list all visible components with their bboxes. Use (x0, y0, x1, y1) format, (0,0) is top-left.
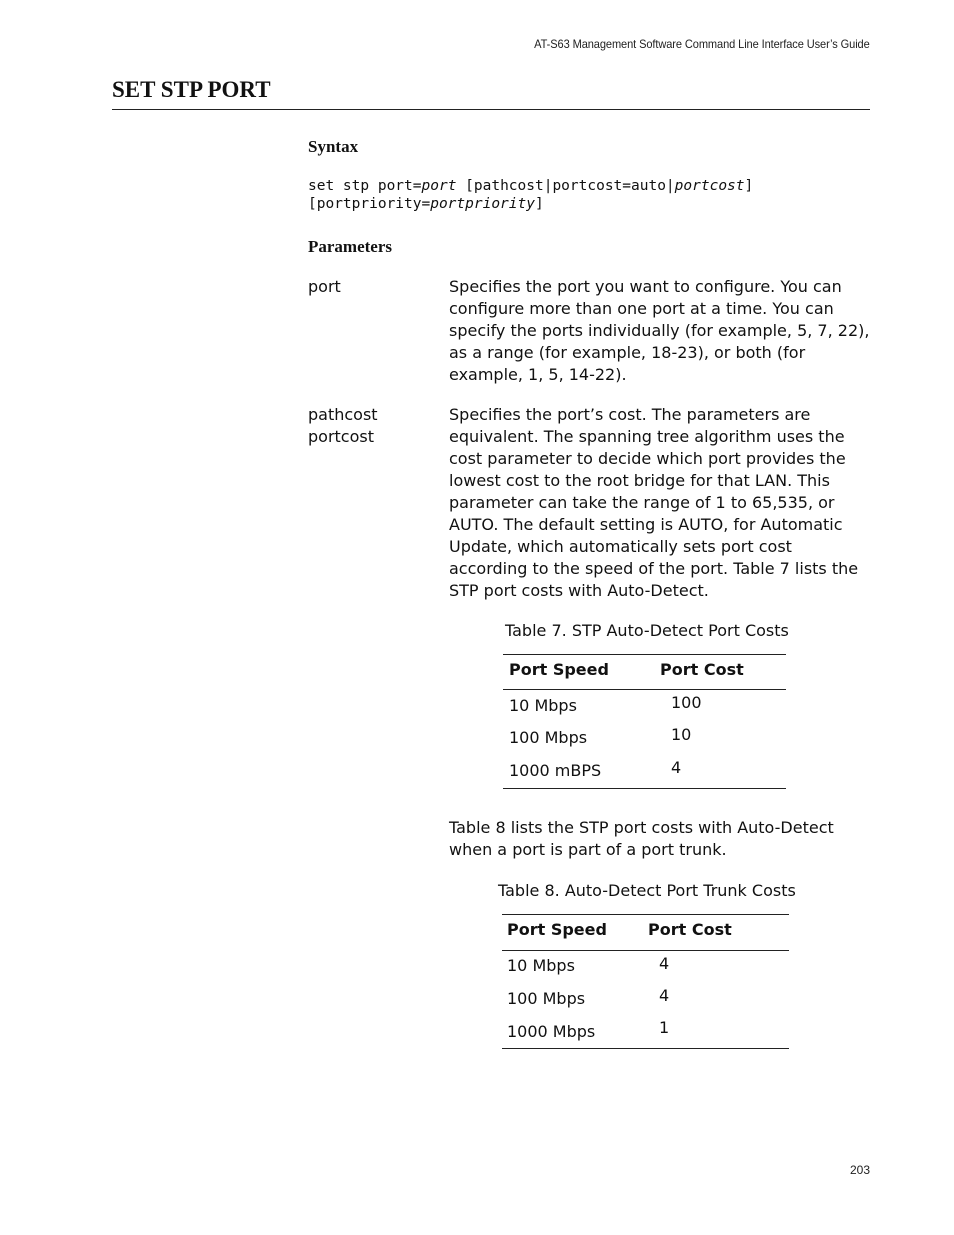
table7-cell: 1000 mBPS (509, 761, 602, 780)
syntax-var-portpriority: portpriority (430, 196, 535, 212)
page-title: SET STP PORT (112, 77, 271, 102)
table7-cell: 10 Mbps (509, 696, 577, 715)
syntax-text: ] (744, 178, 754, 194)
title-divider (112, 109, 870, 110)
table8-caption: Table 8. Auto-Detect Port Trunk Costs (498, 881, 796, 900)
table8-intro: Table 8 lists the STP port costs with Auto-Detect when a port is part of a port trunk. (449, 818, 834, 859)
syntax-var-port: port (421, 178, 457, 194)
table7-cell: 10 (671, 725, 692, 744)
table8-header-rule (502, 950, 789, 951)
syntax-text: ] (534, 196, 544, 212)
table8-cell: 10 Mbps (507, 956, 575, 975)
syntax-line-1 (308, 177, 753, 196)
table8-header-speed: Port Speed (507, 920, 607, 939)
syntax-text: [pathcost|portcost=auto| (456, 178, 675, 194)
table7-header-rule (503, 689, 786, 690)
table7-top-rule (503, 654, 786, 655)
syntax-text: [portpriority= (308, 196, 431, 212)
table8-top-rule (502, 914, 789, 915)
syntax-heading: Syntax (308, 137, 359, 156)
page-number: 203 (849, 1163, 870, 1177)
running-header: AT-S63 Management Software Command Line Interface User’s Guide (534, 37, 870, 51)
param-name-portcost: portcost (308, 427, 374, 446)
parameters-heading: Parameters (308, 237, 393, 256)
table7-header-cost: Port Cost (660, 660, 744, 679)
table8-cell: 1 (659, 1018, 670, 1037)
syntax-line-2 (308, 195, 544, 214)
table7-header-speed: Port Speed (509, 660, 609, 679)
table7-caption: Table 7. STP Auto-Detect Port Costs (505, 621, 789, 640)
param-name-port: port (308, 277, 341, 296)
table8-cell: 4 (659, 986, 670, 1005)
param-desc-port: Specifies the port you want to configure. You can configure more than one port at a time. You can specify the ports individually (for example, 5, 7, 22), as a range (for example, 18-23), or both (for example, 1, 5, 14-22). (449, 277, 870, 384)
param-name-pathcost: pathcost (308, 405, 378, 424)
table8-cell: 1000 Mbps (507, 1022, 596, 1041)
param-desc-pathcost: Specifies the port’s cost. The parameters are equivalent. The spanning tree algorithm uses the cost parameter to decide which port provides the lowest cost to the root bridge for that LAN. This parameter can take the range of 1 to 65,535, or AUTO. The default setting is AUTO, for Automatic Update, which automatically sets port cost according to the speed of the port. Table 7 lists the STP port costs with Auto-Detect. (449, 405, 859, 600)
table7-cell: 100 (671, 693, 702, 712)
syntax-text: set stp port= (308, 178, 422, 194)
syntax-var-portcost: portcost (674, 178, 745, 194)
table8-bottom-rule (502, 1048, 789, 1049)
table7-bottom-rule (503, 788, 786, 789)
table8-header-cost: Port Cost (648, 920, 732, 939)
table7-cell: 100 Mbps (509, 728, 588, 747)
table8-cell: 100 Mbps (507, 989, 586, 1008)
table8-cell: 4 (659, 954, 670, 973)
table7-cell: 4 (671, 758, 682, 777)
